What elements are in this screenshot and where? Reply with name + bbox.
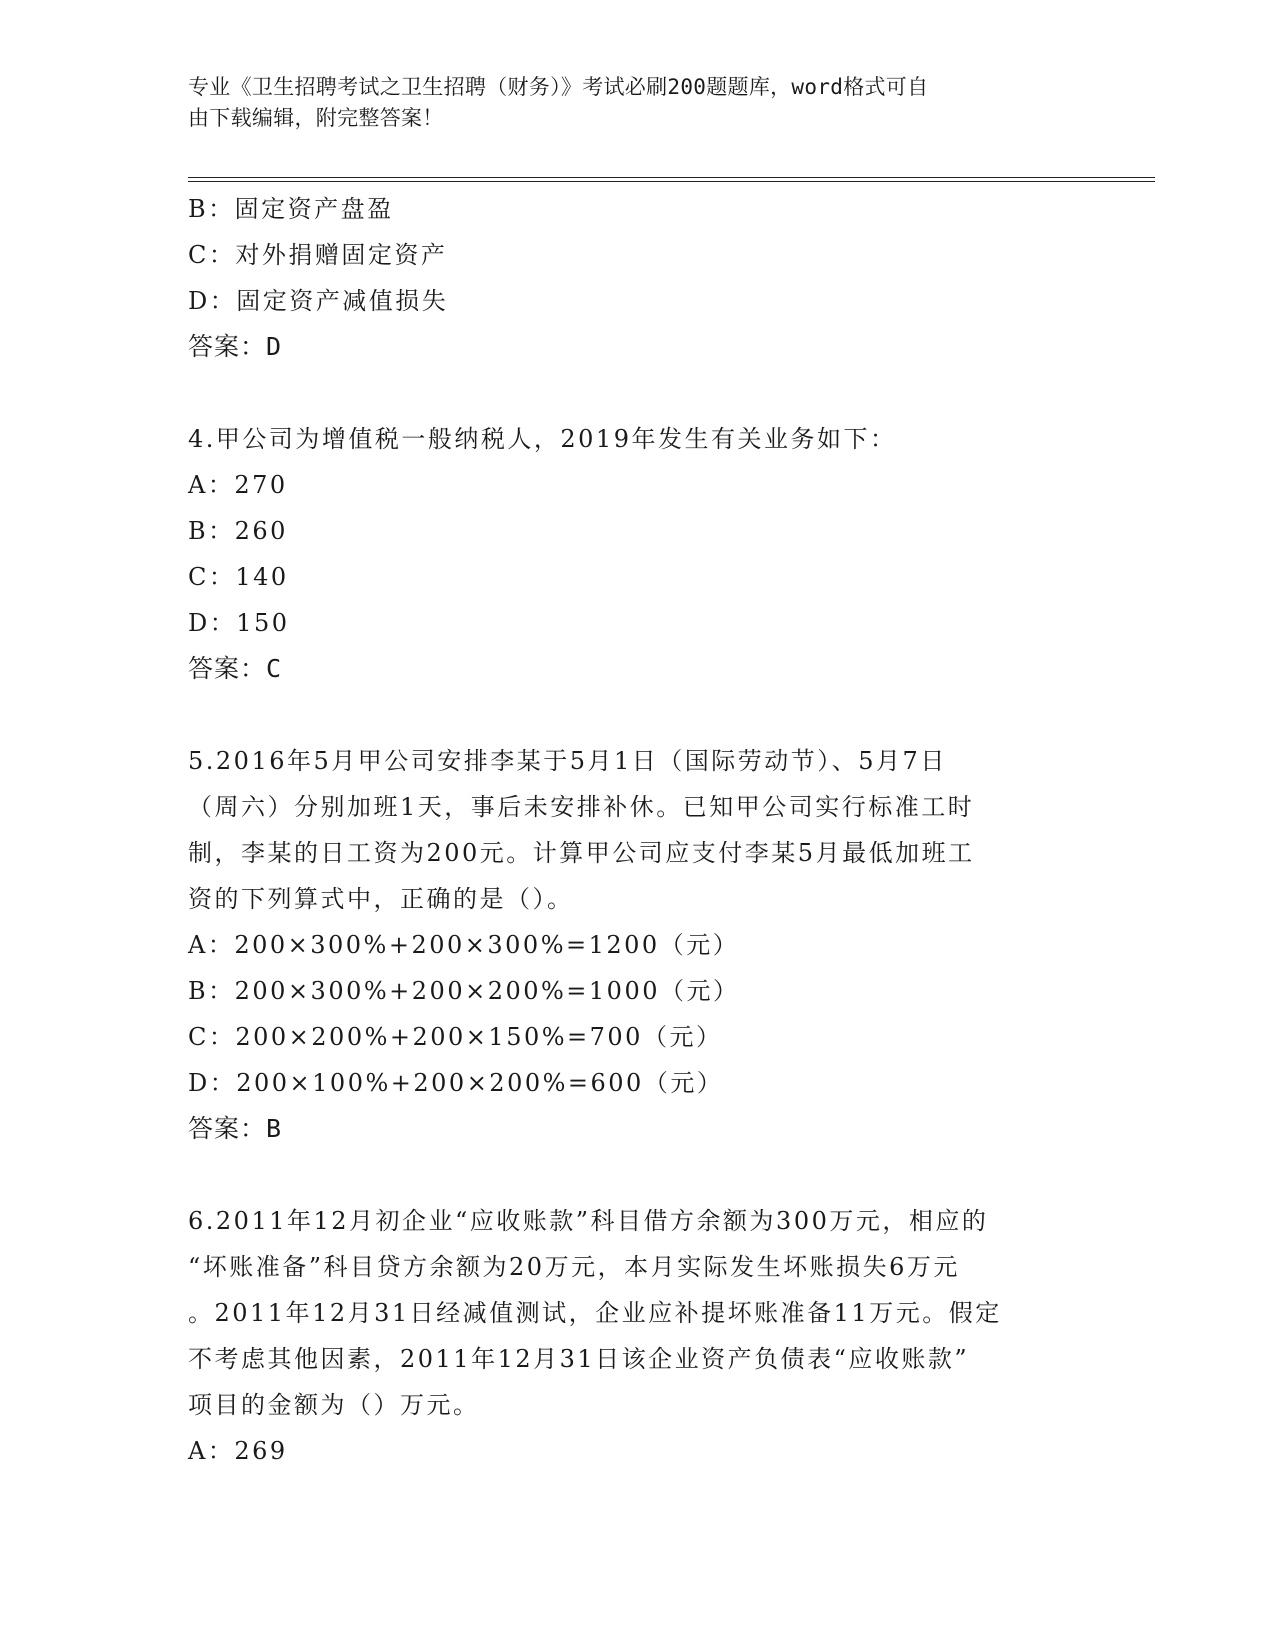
question-content xyxy=(188,186,1088,1474)
header-title-line-1: 专业《卫生招聘考试之卫生招聘（财务）》考试必刷200题题库，word格式可自 xyxy=(188,75,929,99)
document-header xyxy=(188,72,1088,134)
question-4 xyxy=(188,416,1088,692)
option-b: B：固定资产盘盈 xyxy=(188,195,394,223)
question-stem-line: 5.2016年5月甲公司安排李某于5月1日（国际劳动节）、5月7日 xyxy=(188,747,947,775)
option-d: D：固定资产减值损失 xyxy=(188,287,449,315)
question-stem-line: 不考虑其他因素，2011年12月31日该企业资产负债表“应收账款” xyxy=(188,1345,970,1373)
question-stem-line: 项目的金额为（）万元。 xyxy=(188,1391,480,1419)
option-c: C：对外捐赠固定资产 xyxy=(188,241,448,269)
option-a: A：200×300%+200×300%=1200（元） xyxy=(188,931,740,959)
spacer xyxy=(188,692,1088,738)
option-b: B：260 xyxy=(188,517,288,545)
question-6 xyxy=(188,1198,1088,1474)
spacer xyxy=(188,1152,1088,1198)
option-d: D：150 xyxy=(188,609,290,637)
question-stem-line: 资的下列算式中，正确的是（）。 xyxy=(188,885,574,913)
option-a: A：270 xyxy=(188,471,288,499)
answer: 答案：C xyxy=(188,654,283,683)
header-divider xyxy=(188,177,1155,182)
spacer xyxy=(188,370,1088,416)
question-stem: 4.甲公司为增值税一般纳税人，2019年发生有关业务如下： xyxy=(188,425,897,453)
question-3 xyxy=(188,186,1088,370)
option-d: D：200×100%+200×200%=600（元） xyxy=(188,1069,724,1097)
question-stem-line: 6.2011年12月初企业“应收账款”科目借方余额为300万元，相应的 xyxy=(188,1207,989,1235)
question-stem-line: “坏账准备”科目贷方余额为20万元，本月实际发生坏账损失6万元 xyxy=(188,1253,960,1281)
answer: 答案：B xyxy=(188,1114,283,1143)
answer: 答案：D xyxy=(188,332,283,361)
header-title-line-2: 由下载编辑，附完整答案！ xyxy=(188,106,444,130)
option-a: A：269 xyxy=(188,1437,288,1465)
option-b: B：200×300%+200×200%=1000（元） xyxy=(188,977,740,1005)
question-stem-line: 制，李某的日工资为200元。计算甲公司应支付李某5月最低加班工 xyxy=(188,839,975,867)
question-stem-line: （周六）分别加班1天，事后未安排补休。已知甲公司实行标准工时 xyxy=(188,793,975,821)
option-c: C：200×200%+200×150%=700（元） xyxy=(188,1023,723,1051)
question-5 xyxy=(188,738,1088,1152)
question-stem-line: 。2011年12月31日经减值测试，企业应补提坏账准备11万元。假定 xyxy=(188,1299,1002,1327)
option-c: C：140 xyxy=(188,563,289,591)
